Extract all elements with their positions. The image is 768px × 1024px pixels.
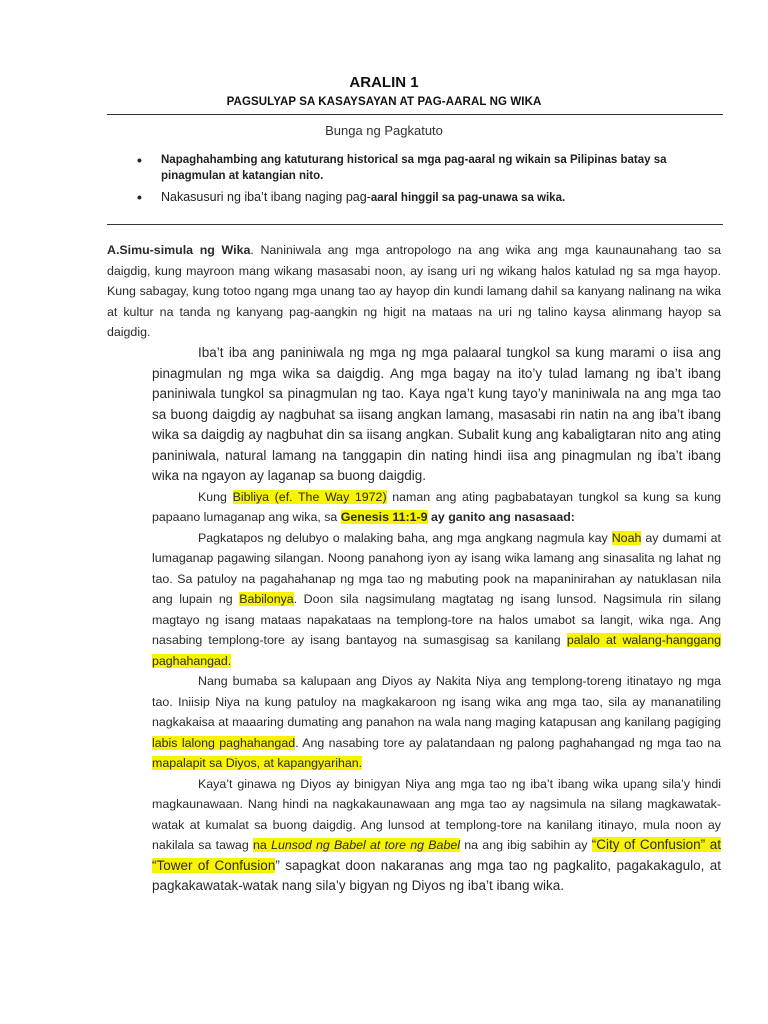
highlight-noah: Noah: [611, 530, 642, 545]
paragraph-4: Nang bumaba sa kalupaan ang Diyos ay Nakita Niya ang templong-toreng itinatayo ng mga tao. Iniisip Niya na kung patuloy na magkakaroon ng isang wika ang mga tao, sila ay mananatiling nagkakaisa at maaaring dumating ang panahon na wala nang maging katapusan ang kanilang pagiging labis lalong paghahangad. Ang nasabing tore ay palatandaan ng palong paghahangad ng mga tao na mapalapit sa Diyos, at kapangyarihan.: [152, 674, 721, 770]
highlight-genesis: Genesis 11:1-9: [340, 510, 428, 524]
highlight-babel: na Lunsod ng Babel at tore ng Babel: [253, 838, 460, 852]
objective-1: Napaghahambing ang katuturang historical sa mga pag-aaral ng wikain sa Pilipinas batay sa pinagmulan at katangian nito.: [161, 154, 667, 182]
paragraph-3: Pagkatapos ng delubyo o malaking baha, ang mga angkang nagmula kay Noah ay dumami at lumaganap pagawing silangan. Noong panahong iyon ay isang wika lamang ang sinasalita ng lahat ng tao. Sa patuloy na pagahahanap ng mga tao ng mabuting pook na mapaninirahan ay natuklasan nila ang lupain ng Babilonya. Doon sila nagsimulang magtatag ng isang lunsod. Nagsimula rin silang magtayo ng isang mataas napakataas na templong-tore na halos umabot sa langit, wika nga. Ang nasabing templong-tore ay isang bantayog na sumasgisag sa kanilang palalo at walang-hanggang paghahangad.: [152, 530, 722, 668]
paragraph-2: Kung Bibliya (ef. The Way 1972) naman ang ating pagbabatayan tungkol sa kung sa kung papaano lumaganap ang wika, sa Genesis 11:1-9 ay ganito ang nasasaad:: [152, 489, 722, 524]
lesson-title: ARALIN 1: [349, 74, 419, 91]
top-divider: [107, 114, 723, 115]
highlight-labis: labis lalong paghahangad: [152, 735, 296, 750]
highlight-babilonya: Babilonya: [239, 592, 294, 606]
paragraph-1: Iba’t iba ang paniniwala ng mga ng mga palaaral tungkol sa kung marami o iisa ang pinagmulan ng mga wika sa daigdig. Ang mga bagay na ito’y tulad lamang ng iba’t ibang paniniwala tungkol sa pinagmulan ng tao. Kaya nga’t kung tayo’y maniniwala na ang mga tao sa buong daigdig ay nagbuhat sa iisang angkan lamang, masasabi rin natin na ang iba’t ibang wika sa daigdig ay nagbuhat din sa iisang angkan. Subalit kung ang kabaligtaran nito ang ating paniniwala, natural lamang na tanggapin din nating hindi iisa ang pinagmulan ng iba’t ibang wika na ngayon ay laganap sa buong daigdig.: [152, 345, 721, 483]
body-paragraphs: [152, 343, 721, 897]
section-intro-text: . Naniniwala ang mga antropologo na ang wika ang mga kaunaunahang tao sa daigdig, kung mayroon mang wikang masasabi noon, ay isang uri ng wikang halos katulad ng sa mga hayop. Kung sabagay, kung totoo ngang mga unang tao ay hayop din kundi lamang dahil sa kanyang nalinang na wika at kultur na tanda ng kanyang pag-aangkin ng higit na mataas na uri ng talino kaysa alinmang hayop sa daigdig.: [107, 243, 721, 339]
highlight-palalo: palalo at walang-hanggang paghahangad.: [152, 633, 722, 668]
section-heading: A.Simu-simula ng Wika: [107, 243, 251, 257]
highlight-bibliya: Bibliya (ef. The Way 1972): [232, 489, 387, 504]
highlight-mapalapit: mapalapit sa Diyos, at kapangyarihan.: [152, 756, 363, 770]
learning-outcomes-heading: Bunga ng Pagkatuto: [325, 123, 443, 138]
section-intro: [107, 240, 721, 343]
learning-outcomes-list: [137, 152, 697, 206]
lesson-subtitle: PAGSULYAP SA KASAYSAYAN AT PAG-AARAL NG WIKA: [226, 96, 542, 108]
bottom-divider: [107, 224, 723, 225]
objective-2b: aaral hinggil sa pag-unawa sa wika.: [370, 192, 566, 204]
highlight-confusion: “City of Confusion” at “Tower of Confusion: [152, 837, 722, 873]
objective-2a: Nakasusuri ng iba’t ibang naging pag-: [161, 190, 371, 204]
list-item: [137, 152, 697, 184]
paragraph-5: Kaya’t ginawa ng Diyos ay binigyan Niya ang mga tao ng iba’t ibang wika upang sila’y hindi magkaunawaan. Nang hindi na nagkakaunawaan ang mga tao ay nagsimula na silang magkawatak-watak at kumalat sa buong daigdig. Ang lunsod at templong-tore na kanilang itinayo, mula noon ay nakilala sa tawag na Lunsod ng Babel at tore ng Babel na ang ibig sabihin ay “City of Confusion” at “Tower of Confusion” sapagkat doon nakaranas ang mga tao ng pagkalito, pagakakagulo, at pagkakawatak-watak nang sila’y bigyan ng Diyos ng iba’t ibang wika.: [152, 776, 722, 893]
list-item: [137, 189, 697, 206]
